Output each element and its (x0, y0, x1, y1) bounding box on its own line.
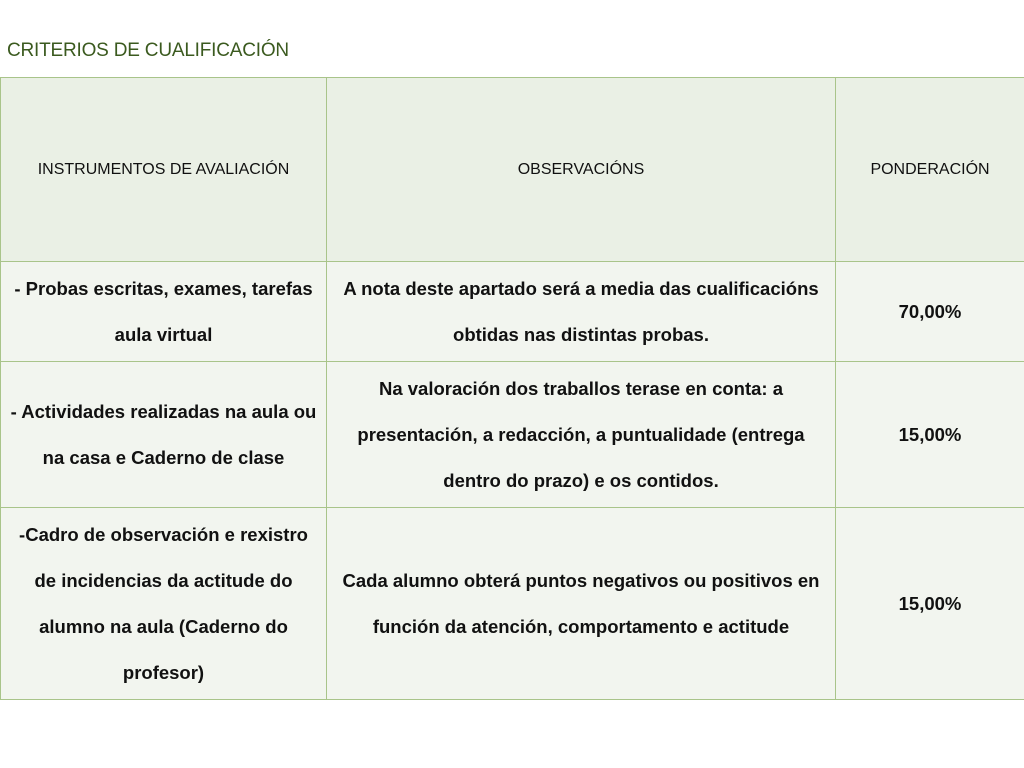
criteria-table (0, 77, 1024, 700)
header-instruments: INSTRUMENTOS DE AVALIACIÓN (1, 78, 327, 262)
table-row (1, 508, 1024, 700)
table-row (1, 262, 1024, 362)
observation-cell: Cada alumno obterá puntos negativos ou positivos en función da atención, comportamento e actitude (327, 508, 836, 700)
observation-cell: A nota deste apartado será a media das cualificacións obtidas nas distintas probas. (327, 262, 836, 362)
page-title: CRITERIOS DE CUALIFICACIÓN (7, 40, 289, 61)
instrument-cell: - Actividades realizadas na aula ou na casa e Caderno de clase (1, 362, 327, 508)
table-header-row (1, 78, 1024, 262)
table-row (1, 362, 1024, 508)
instrument-cell: -Cadro de observación e rexistro de incidencias da actitude do alumno na aula (Caderno do profesor) (1, 508, 327, 700)
instrument-cell: - Probas escritas, exames, tarefas aula virtual (1, 262, 327, 362)
weight-cell: 15,00% (836, 362, 1024, 508)
header-weighting: PONDERACIÓN (836, 78, 1024, 262)
header-observations: OBSERVACIÓNS (327, 78, 836, 262)
observation-cell: Na valoración dos traballos terase en conta: a presentación, a redacción, a puntualidade (entrega dentro do prazo) e os contidos. (327, 362, 836, 508)
weight-cell: 70,00% (836, 262, 1024, 362)
weight-cell: 15,00% (836, 508, 1024, 700)
